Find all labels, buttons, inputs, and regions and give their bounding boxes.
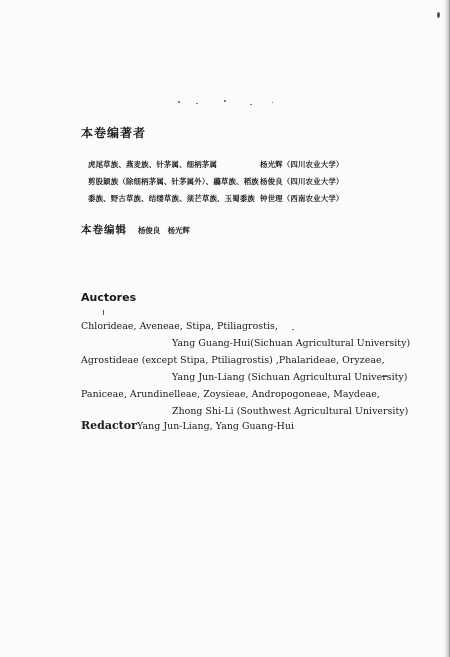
scan-speck bbox=[196, 103, 198, 104]
auctores-heading: Auctores bbox=[81, 291, 137, 304]
redactor-names-cn: 杨俊良 杨光辉 bbox=[138, 226, 190, 235]
editor-row-text: 虎尾草族、燕麦族、针茅属、细柄茅属 bbox=[88, 160, 218, 169]
auctores-line: Zhong Shi-Li (Southwest Agricultural University) bbox=[172, 406, 409, 417]
scan-speck bbox=[224, 100, 226, 102]
scan-speck bbox=[178, 101, 180, 103]
auctores-line: Agrostideae (except Stipa, Ptiliagrostis) ,Phalarideae, Oryzeae, bbox=[81, 355, 385, 366]
editor-row-text: 黍族、野古草族、结缕草族、须芒草族、玉蜀黍族 bbox=[88, 194, 255, 203]
auctores-line: Yang Guang-Hui(Sichuan Agricultural University) bbox=[172, 338, 411, 349]
editor-row-author: 钟世理（西南农业大学） bbox=[260, 194, 344, 203]
scan-speck bbox=[103, 310, 104, 315]
redactor-names-en: Yang Jun-Liang, Yang Guang-Hui bbox=[137, 421, 294, 432]
scan-speck bbox=[250, 104, 252, 105]
editor-row-text: 剪股颖族（除细柄茅属、针茅属外）、虉草族、稻族 bbox=[88, 177, 259, 186]
scan-speck bbox=[437, 12, 440, 18]
auctores-line: Yang Jun-Liang (Sichuan Agricultural University) bbox=[172, 372, 408, 383]
auctores-line: Paniceae, Arundinelleae, Zoysieae, Andropogoneae, Maydeae, bbox=[81, 389, 380, 400]
redactor-heading-en: Redactor bbox=[81, 419, 137, 432]
editor-row-author: 杨光辉（四川农业大学） bbox=[260, 160, 344, 169]
editor-row-author: 杨俊良（四川农业大学） bbox=[260, 177, 344, 186]
page-edge-shadow bbox=[444, 0, 450, 657]
scan-speck bbox=[272, 102, 273, 103]
editors-heading-cn: 本卷编著者 bbox=[81, 126, 147, 140]
scan-speck bbox=[292, 329, 294, 330]
auctores-line: Chlorideae, Aveneae, Stipa, Ptiliagrostis, bbox=[81, 321, 278, 332]
redactor-heading-cn: 本卷编辑 bbox=[81, 224, 127, 236]
